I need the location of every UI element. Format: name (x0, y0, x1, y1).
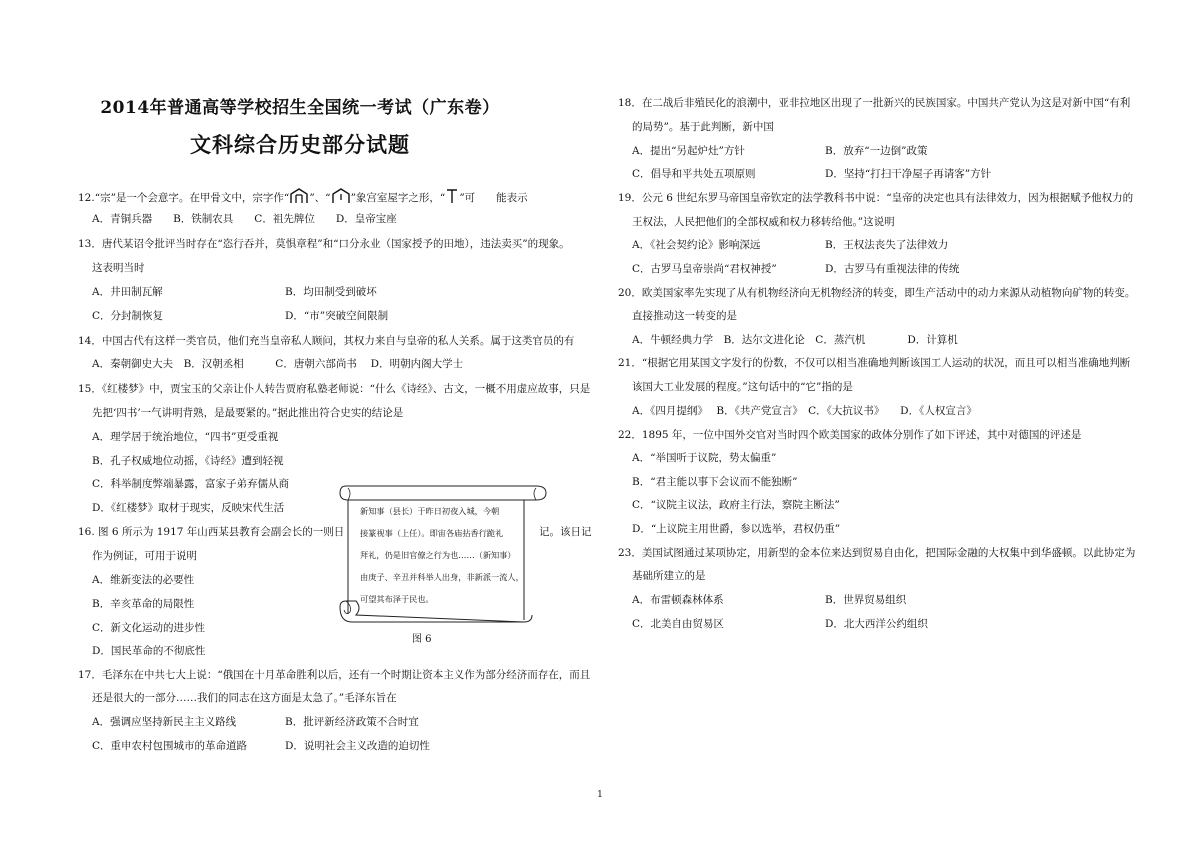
q18-option-a: A．提出“另起炉灶”方针 (632, 145, 745, 157)
q15-option-c: C．科举制度弊端暴露，富家子弟弃儒从商 (92, 478, 290, 490)
q16-option-c: C．新文化运动的进步性 (92, 622, 206, 634)
q16-stem-2: 作为例证，可用于说明 (92, 550, 197, 562)
q18-option-c: C．倡导和平共处五项原则 (632, 168, 756, 180)
q17-stem-2: 还是很大的一部分……我们的同志在这方面是太急了。”毛泽东旨在 (92, 692, 397, 704)
oracle-glyph-1-icon (290, 188, 308, 208)
q17-option-a: A．强调应坚持新民主主义路线 (92, 716, 237, 728)
q22-option-d: D．“上议院主用世爵，参以选举，君权仍重” (632, 523, 841, 535)
figure-line-3: 拜礼，仍是旧官僚之行为也……（新知事） (360, 550, 516, 560)
q20-options: A．牛顿经典力学 B．达尔文进化论 C．蒸汽机 D．计算机 (632, 334, 958, 346)
q17-option-b: B．批评新经济政策不合时宜 (285, 716, 419, 728)
q23-stem-2: 基础所建立的是 (632, 570, 706, 582)
q15-option-b: B．孔子权威地位动摇，《诗经》遭到轻视 (92, 455, 284, 467)
q12-stem (78, 188, 528, 208)
figure-line-1: 新知事（县长）于昨日初夜入城，今朝 (360, 506, 500, 516)
q21-stem-1: 21．“根据它用某国文字发行的份数，不仅可以相当准确地判断该国工人运动的状况，而且可以相当准确地判断 (618, 357, 1131, 369)
oracle-glyph-2-icon (332, 188, 350, 208)
q12-text-2: ”、“ (309, 192, 331, 204)
figure-line-5: 可望其布泽于民也。 (360, 594, 434, 604)
q15-stem-2: 先把‘四书’一气讲明背熟，是最要紧的。”据此推出符合史实的结论是 (92, 407, 404, 419)
q19-option-a: A．《社会契约论》影响深远 (632, 239, 761, 251)
q12-options: A．青铜兵器 B．铁制农具 C．祖先牌位 D．皇帝宝座 (92, 213, 397, 225)
q22-option-c: C．“议院主议法，政府主行法，察院主断法” (632, 499, 840, 511)
exam-title: 2014年普通高等学校招生全国统一考试（广东卷） (100, 98, 500, 118)
q17-stem-1: 17．毛泽东在中共七大上说：“俄国在十月革命胜利以后，还有一个时期让资本主义作为部分经济而存在，而且 (78, 669, 591, 681)
q13-stem-2: 这表明当时 (92, 262, 145, 274)
q23-stem-1: 23．美国试图通过某项协定，用新型的金本位来达到贸易自由化，把国际金融的大权集中到华盛顿。以此协定为 (618, 547, 1136, 559)
figure-6-scroll (336, 482, 556, 642)
q22-stem: 22．1895 年，一位中国外交官对当时四个欧美国家的政体分别作了如下评述，其中对德国的评述是 (618, 429, 1082, 441)
q18-option-b: B．放弃“一边倒”政策 (825, 145, 928, 157)
q12-text-3: ”象宫室屋字之形，“ (350, 192, 446, 204)
q13-option-c: C．分封制恢复 (92, 310, 164, 322)
q17-option-c: C．重申农村包围城市的革命道路 (92, 740, 248, 752)
q14-options: A．秦朝御史大夫 B．汉朝丞相 C．唐朝六部尚书 D．明朝内阁大学士 (92, 358, 464, 370)
q13-option-b: B．均田制受到破坏 (285, 286, 377, 298)
q22-option-b: B．“君主能以事下会议而不能独断” (632, 476, 798, 488)
q13-option-d: D．“市”突破空间限制 (285, 310, 389, 322)
figure-caption: 图 6 (412, 634, 432, 645)
q14-stem: 14．中国古代有这样一类官员，他们充当皇帝私人顾问，其权力来自与皇帝的私人关系。属于这类官员的有 (78, 335, 575, 347)
q15-option-a: A．理学居于统治地位，“四书”更受重视 (92, 431, 279, 443)
q23-option-d: D．北大西洋公约组织 (825, 618, 928, 630)
q12-text-1: 12.“宗”是一个会意字。在甲骨文中，宗字作“ (78, 192, 290, 204)
q22-option-a: A．“举国听于议院，势太偏重” (632, 452, 777, 464)
q13-option-a: A．井田制瓦解 (92, 286, 163, 298)
q15-option-d: D．《红楼梦》取材于现实，反映宋代生活 (92, 502, 285, 514)
page-number: 1 (597, 790, 603, 800)
q17-option-d: D．说明社会主义改造的迫切性 (285, 740, 430, 752)
q18-stem-2: 的局势”。基于此判断，新中国 (632, 121, 774, 133)
q19-option-b: B．王权法丧失了法律效力 (825, 239, 949, 251)
q16-option-d: D．国民革命的不彻底性 (92, 645, 206, 657)
exam-subtitle: 文科综合历史部分试题 (190, 132, 410, 157)
q19-stem-1: 19．公元 6 世纪东罗马帝国皇帝钦定的法学教科书中说：“皇帝的决定也具有法律效力，因为根据赋予他权力的 (618, 192, 1134, 204)
q16-option-a: A．维新变法的必要性 (92, 574, 195, 586)
figure-line-4: 由庚子、辛丑并科举人出身，非新派一流人， (360, 572, 524, 582)
q16-stem-1b: 记。该日记 (539, 526, 592, 538)
q16-stem-1a: 16. 图 6 所示为 1917 年山西某县教育会副会长的一则日 (78, 526, 345, 538)
q15-stem-1: 15．《红楼梦》中，贾宝玉的父亲让仆人转告贾府私塾老师说：“什么《诗经》、古文，一概不用虚应故事，只是 (78, 383, 591, 395)
oracle-glyph-3-icon (446, 188, 458, 208)
q20-stem-2: 直接推动这一转变的是 (632, 310, 737, 322)
q23-option-b: B．世界贸易组织 (825, 594, 907, 606)
q18-option-d: D．坚持“打扫干净屋子再请客”方针 (825, 168, 992, 180)
figure-line-2: 接篆视事（上任）。即宙各庙拈香行跪礼 (360, 528, 504, 538)
q23-option-c: C．北美自由贸易区 (632, 618, 725, 630)
q19-option-c: C．古罗马皇帝崇尚“君权神授” (632, 263, 777, 275)
q12-text-4: ”可 能表示 (459, 192, 528, 204)
q18-stem-1: 18．在二战后非殖民化的浪潮中，亚非拉地区出现了一批新兴的民族国家。中国共产党认为这是对新中国“有利 (618, 97, 1131, 109)
q13-stem-1: 13．唐代某诏令批评当时存在“恣行吞并，莫惧章程”和“口分永业（国家授予的田地），违法卖买”的现象。 (78, 238, 570, 250)
q21-options: A．《四月提纲》 B．《共产党宣言》 C．《大抗议书》 D．《人权宣言》 (632, 405, 977, 417)
q19-option-d: D．古罗马有重视法律的传统 (825, 263, 960, 275)
q20-stem-1: 20．欧美国家率先实现了从有机物经济向无机物经济的转变，即生产活动中的动力来源从动植物向矿物的转变。 (618, 287, 1136, 299)
q19-stem-2: 王权法，人民把他们的全部权威和权力移转给他。”这说明 (632, 216, 895, 228)
q16-option-b: B．辛亥革命的局限性 (92, 598, 195, 610)
q23-option-a: A．布雷顿森林体系 (632, 594, 724, 606)
q21-stem-2: 该国大工业发展的程度。”这句话中的“它”指的是 (632, 381, 853, 393)
